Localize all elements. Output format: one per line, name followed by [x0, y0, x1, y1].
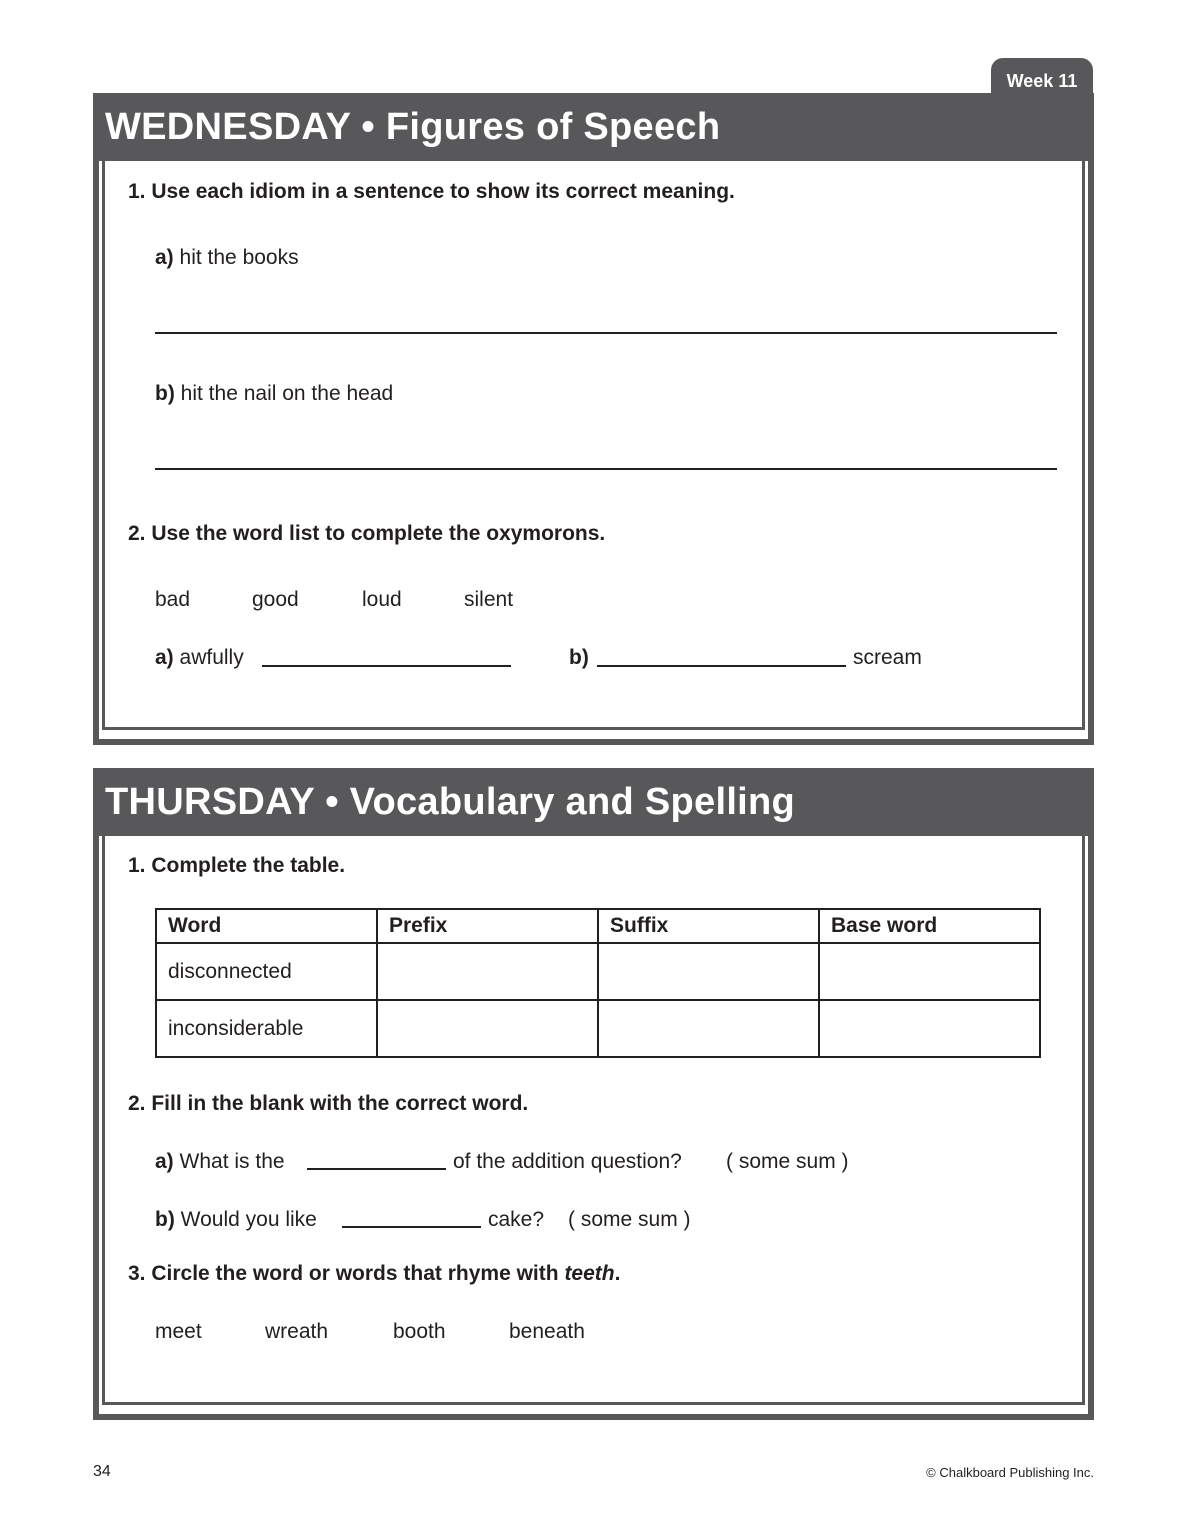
thu-q2-a-after: of the addition question? — [453, 1150, 682, 1173]
thu-q2-b-before-text: Would you like — [180, 1208, 317, 1231]
wed-q1-prompt — [128, 180, 735, 204]
thu-q2-a-before — [155, 1150, 285, 1174]
thu-q2-text: Fill in the blank with the correct word. — [151, 1092, 529, 1115]
word-list-item: good — [252, 588, 299, 611]
thu-q2-number: 2. — [128, 1092, 146, 1115]
thu-q3-number: 3. — [128, 1262, 146, 1285]
thu-q2-a-blank[interactable] — [307, 1168, 446, 1170]
table-cell-word: disconnected — [156, 943, 377, 1000]
table-cell-suffix[interactable] — [598, 943, 819, 1000]
thu-q3-prompt — [128, 1262, 620, 1286]
thu-q2-a-choices: ( some sum ) — [726, 1150, 849, 1173]
thu-q2-a-label: a) — [155, 1150, 174, 1173]
wed-q1-item-a — [155, 246, 299, 270]
copyright-notice: © Chalkboard Publishing Inc. — [926, 1465, 1094, 1480]
thu-q2-b-blank[interactable] — [342, 1226, 481, 1228]
wed-q2-b-text: scream — [853, 646, 922, 669]
word-list-item: bad — [155, 588, 191, 611]
wed-q1-number: 1. — [128, 180, 146, 203]
thu-q2-b-before — [155, 1208, 317, 1232]
thu-q1-text: Complete the table. — [151, 854, 346, 877]
table-cell-word: inconsiderable — [156, 1000, 377, 1057]
vocabulary-table — [155, 908, 1041, 1058]
wed-q1-a-label: a) — [155, 246, 174, 269]
page-number: 34 — [93, 1463, 111, 1480]
thu-q3-period: . — [614, 1262, 621, 1285]
wed-q2-prompt — [128, 522, 605, 546]
wed-q2-number: 2. — [128, 522, 146, 545]
rhyme-word-option[interactable]: booth — [393, 1320, 446, 1343]
word-list-item: silent — [464, 588, 514, 611]
thu-q1-number: 1. — [128, 854, 146, 877]
thu-q1-prompt — [128, 854, 345, 878]
wed-q2-text: Use the word list to complete the oxymorons. — [151, 522, 606, 545]
thursday-title: THURSDAY • Vocabulary and Spelling — [105, 781, 796, 823]
table-cell-suffix[interactable] — [598, 1000, 819, 1057]
week-tab: Week 11 — [991, 58, 1093, 96]
wed-q1-item-b — [155, 382, 393, 406]
thu-q2-b-label: b) — [155, 1208, 175, 1231]
table-header-cell: Suffix — [598, 909, 819, 943]
table-cell-base-word[interactable] — [819, 943, 1040, 1000]
rhyme-word-option[interactable]: meet — [155, 1320, 202, 1343]
thu-q3-italic-word: teeth — [564, 1262, 615, 1285]
thu-q2-b-after: cake? — [488, 1208, 545, 1231]
table-cell-prefix[interactable] — [377, 943, 598, 1000]
rhyme-word-option[interactable]: wreath — [265, 1320, 329, 1343]
table-cell-prefix[interactable] — [377, 1000, 598, 1057]
wed-q1-b-label: b) — [155, 382, 175, 405]
table-header-cell: Prefix — [377, 909, 598, 943]
rhyme-word-option[interactable]: beneath — [509, 1320, 585, 1343]
thu-q3-text: Circle the word or words that rhyme with — [151, 1262, 559, 1285]
wed-q2-a-label: a) — [155, 646, 174, 669]
wed-q2-a-blank[interactable] — [262, 665, 511, 667]
wed-q2-b-label: b) — [569, 646, 589, 669]
table-header-cell: Base word — [819, 909, 1040, 943]
wed-q2-item-a — [155, 646, 244, 670]
thu-q2-prompt — [128, 1092, 528, 1116]
wed-q2-b-blank[interactable] — [597, 665, 846, 667]
wednesday-title: WEDNESDAY • Figures of Speech — [105, 106, 721, 148]
wed-q1-b-answer-line[interactable] — [155, 468, 1057, 470]
wed-q1-text: Use each idiom in a sentence to show its correct meaning. — [151, 180, 735, 203]
thu-q2-b-choices: ( some sum ) — [568, 1208, 691, 1231]
thu-q2-a-before-text: What is the — [179, 1150, 285, 1173]
table-header-cell: Word — [156, 909, 377, 943]
wed-q1-a-answer-line[interactable] — [155, 332, 1057, 334]
table-row — [156, 943, 1040, 1000]
table-row — [156, 1000, 1040, 1057]
wed-q2-a-text: awfully — [179, 646, 244, 669]
word-list-item: loud — [362, 588, 402, 611]
wed-q1-b-text: hit the nail on the head — [180, 382, 394, 405]
table-header-row — [156, 909, 1040, 943]
wed-q1-a-text: hit the books — [179, 246, 299, 269]
table-cell-base-word[interactable] — [819, 1000, 1040, 1057]
